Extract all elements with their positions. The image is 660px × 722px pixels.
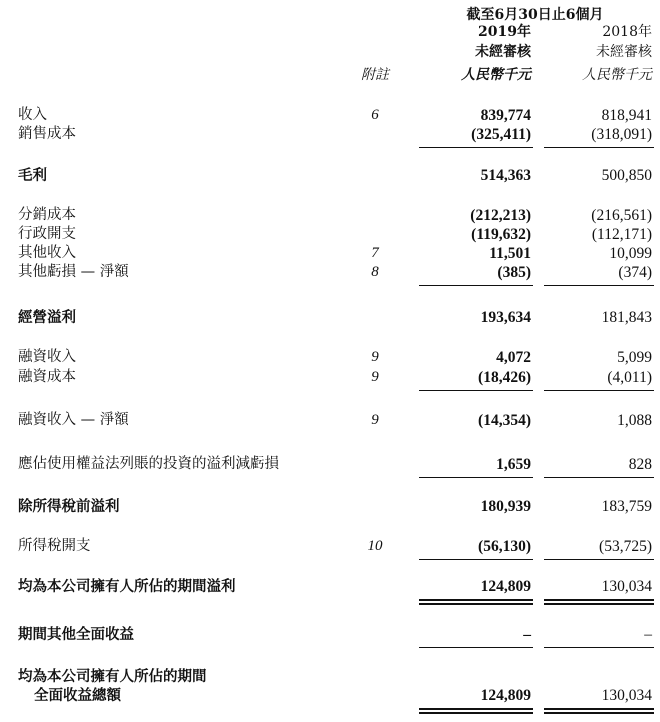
value-2018-admin: (112,171) bbox=[591, 226, 652, 243]
double-total-line bbox=[419, 599, 533, 601]
value-2018-cost-of-sales: (318,091) bbox=[591, 126, 652, 143]
value-2018-tax: (53,725) bbox=[599, 538, 652, 555]
value-2019-profit-owners: 124,809 bbox=[480, 578, 531, 595]
period-heading: 截至6月30日止6個月 bbox=[466, 7, 604, 23]
value-2019-oci: – bbox=[523, 626, 531, 643]
value-2018-share-equity: 828 bbox=[628, 456, 652, 473]
row-label-tax: 所得稅開支 bbox=[18, 538, 91, 554]
row-label-pbt: 除所得稅前溢利 bbox=[18, 498, 120, 515]
value-2019-other-income: 11,501 bbox=[489, 245, 531, 262]
value-2018-operating-profit: 181,843 bbox=[601, 309, 652, 326]
row-label-operating-profit: 經營溢利 bbox=[18, 309, 76, 326]
value-2019-share-equity: 1,659 bbox=[496, 456, 531, 473]
row-note-revenue: 6 bbox=[371, 107, 379, 123]
value-2019-pbt: 180,939 bbox=[480, 498, 531, 515]
col-2018-status: 未經審核 bbox=[596, 44, 652, 60]
row-label-other-losses: 其他虧損 — 淨額 bbox=[18, 264, 129, 280]
subtotal-line bbox=[419, 390, 533, 391]
row-note-finance-net: 9 bbox=[371, 412, 379, 428]
row-label-finance-net: 融資收入 — 淨額 bbox=[18, 412, 129, 428]
value-2018-finance-net: 1,088 bbox=[617, 412, 652, 429]
subtotal-line bbox=[544, 285, 654, 286]
value-2019-other-losses: (385) bbox=[497, 264, 531, 281]
row-label-tci-line2: 全面收益總額 bbox=[34, 687, 121, 704]
value-2019-distribution: (212,213) bbox=[470, 207, 531, 224]
row-note-other-losses: 8 bbox=[371, 264, 379, 280]
subtotal-line bbox=[544, 559, 654, 560]
row-note-tax: 10 bbox=[367, 538, 383, 554]
double-total-line bbox=[544, 708, 654, 710]
row-label-finance-costs: 融資成本 bbox=[18, 369, 76, 385]
double-total-line bbox=[544, 712, 654, 714]
row-label-revenue: 收入 bbox=[18, 107, 47, 123]
value-2018-finance-costs: (4,011) bbox=[607, 369, 652, 386]
subtotal-line bbox=[419, 559, 533, 560]
row-label-gross-profit: 毛利 bbox=[18, 167, 47, 184]
subtotal-line bbox=[419, 647, 533, 648]
row-label-distribution: 分銷成本 bbox=[18, 207, 76, 223]
double-total-line bbox=[419, 603, 533, 605]
value-2018-oci: – bbox=[644, 626, 652, 643]
value-2018-revenue: 818,941 bbox=[601, 107, 652, 124]
row-note-finance-income: 9 bbox=[371, 349, 379, 365]
value-2019-finance-costs: (18,426) bbox=[478, 369, 531, 386]
row-label-other-income: 其他收入 bbox=[18, 245, 76, 261]
subtotal-line bbox=[419, 285, 533, 286]
row-label-oci: 期間其他全面收益 bbox=[18, 626, 134, 643]
row-label-finance-income: 融資收入 bbox=[18, 349, 76, 365]
subtotal-line bbox=[544, 390, 654, 391]
value-2019-gross-profit: 514,363 bbox=[480, 167, 531, 184]
double-total-line bbox=[419, 712, 533, 714]
subtotal-line bbox=[544, 477, 654, 478]
col-2019-status: 未經審核 bbox=[475, 44, 531, 60]
note-column-header: 附註 bbox=[361, 67, 389, 83]
double-total-line bbox=[419, 708, 533, 710]
value-2018-tci: 130,034 bbox=[601, 687, 652, 704]
double-total-line bbox=[544, 603, 654, 605]
subtotal-line bbox=[544, 647, 654, 648]
value-2018-finance-income: 5,099 bbox=[617, 349, 652, 366]
col-2019-unit: 人民幣千元 bbox=[461, 67, 531, 83]
row-label-share-equity: 應佔使用權益法列賬的投資的溢利減虧損 bbox=[18, 456, 279, 472]
row-note-finance-costs: 9 bbox=[371, 369, 379, 385]
subtotal-line bbox=[544, 147, 654, 148]
value-2018-profit-owners: 130,034 bbox=[601, 578, 652, 595]
col-2018-unit: 人民幣千元 bbox=[582, 67, 652, 83]
row-label-profit-owners: 均為本公司擁有人所佔的期間溢利 bbox=[18, 578, 236, 595]
subtotal-line bbox=[419, 477, 533, 478]
value-2019-finance-income: 4,072 bbox=[496, 349, 531, 366]
value-2019-cost-of-sales: (325,411) bbox=[471, 126, 531, 143]
value-2019-finance-net: (14,354) bbox=[478, 412, 531, 429]
col-2018-year: 2018年 bbox=[602, 24, 652, 40]
col-2019-year: 2019年 bbox=[478, 24, 531, 40]
row-note-other-income: 7 bbox=[371, 245, 379, 261]
value-2018-gross-profit: 500,850 bbox=[601, 167, 652, 184]
subtotal-line bbox=[419, 147, 533, 148]
value-2019-tax: (56,130) bbox=[478, 538, 531, 555]
value-2019-revenue: 839,774 bbox=[480, 107, 531, 124]
value-2019-operating-profit: 193,634 bbox=[480, 309, 531, 326]
value-2018-other-income: 10,099 bbox=[609, 245, 652, 262]
value-2018-other-losses: (374) bbox=[618, 264, 652, 281]
value-2018-distribution: (216,561) bbox=[591, 207, 652, 224]
value-2018-pbt: 183,759 bbox=[601, 498, 652, 515]
double-total-line bbox=[544, 599, 654, 601]
row-label-cost-of-sales: 銷售成本 bbox=[18, 126, 76, 142]
row-label-tci-line1: 均為本公司擁有人所佔的期間 bbox=[18, 668, 207, 685]
row-label-admin: 行政開支 bbox=[18, 226, 76, 242]
value-2019-tci: 124,809 bbox=[480, 687, 531, 704]
value-2019-admin: (119,632) bbox=[471, 226, 531, 243]
